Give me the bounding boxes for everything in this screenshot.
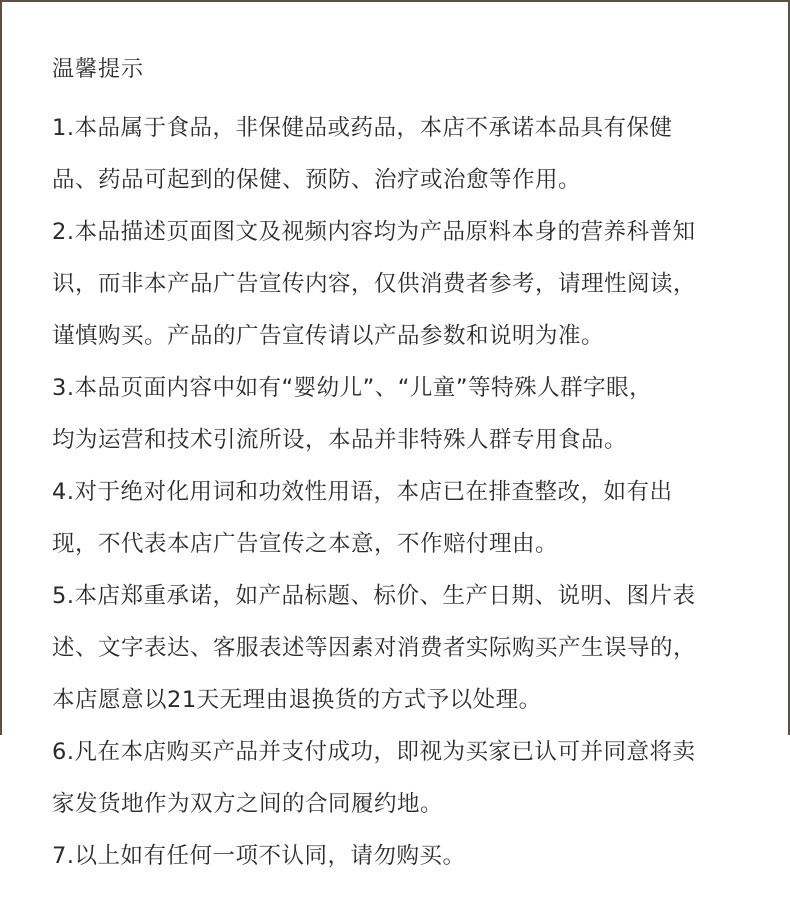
notice-item-2 [52, 206, 742, 362]
notice-item-line: 识，而非本产品广告宣传内容，仅供消费者参考，请理性阅读， [52, 271, 697, 297]
notice-item-line: 谨慎购买。产品的广告宣传请以产品参数和说明为准。 [52, 323, 605, 349]
notice-item-4 [52, 466, 742, 570]
frame-top-border [0, 0, 790, 2]
notice-item-7 [52, 830, 742, 882]
notice-item-line: 4.对于绝对化用词和功效性用语，本店已在排查整改，如有出 [52, 479, 673, 505]
notice-item-line: 6.凡在本店购买产品并支付成功，即视为买家已认可并同意将卖 [52, 739, 696, 765]
notice-panel [52, 50, 742, 882]
notice-item-5 [52, 570, 742, 726]
notice-item-line: 家发货地作为双方之间的合同履约地。 [52, 791, 444, 817]
notice-item-line: 3.本品页面内容中如有“婴幼儿”、“儿童”等特殊人群字眼， [52, 375, 653, 401]
frame-left-border [0, 0, 2, 735]
notice-title: 温馨提示 [52, 57, 145, 82]
notice-item-line: 品、药品可起到的保健、预防、治疗或治愈等作用。 [52, 167, 582, 193]
notice-item-line: 现，不代表本店广告宣传之本意，不作赔付理由。 [52, 531, 559, 557]
notice-item-1 [52, 102, 742, 206]
notice-item-6 [52, 726, 742, 830]
notice-item-3 [52, 362, 742, 466]
notice-item-line: 本店愿意以21天无理由退换货的方式予以处理。 [52, 687, 542, 713]
notice-item-line: 1.本品属于食品，非保健品或药品，本店不承诺本品具有保健 [52, 115, 673, 141]
notice-item-line: 5.本店郑重承诺，如产品标题、标价、生产日期、说明、图片表 [52, 583, 696, 609]
notice-item-line: 均为运营和技术引流所设，本品并非特殊人群专用食品。 [52, 427, 628, 453]
notice-item-line: 2.本品描述页面图文及视频内容均为产品原料本身的营养科普知 [52, 219, 696, 245]
notice-item-line: 述、文字表达、客服表述等因素对消费者实际购买产生误导的， [52, 635, 697, 661]
notice-item-line: 7.以上如有任何一项不认同，请勿购买。 [52, 843, 466, 869]
